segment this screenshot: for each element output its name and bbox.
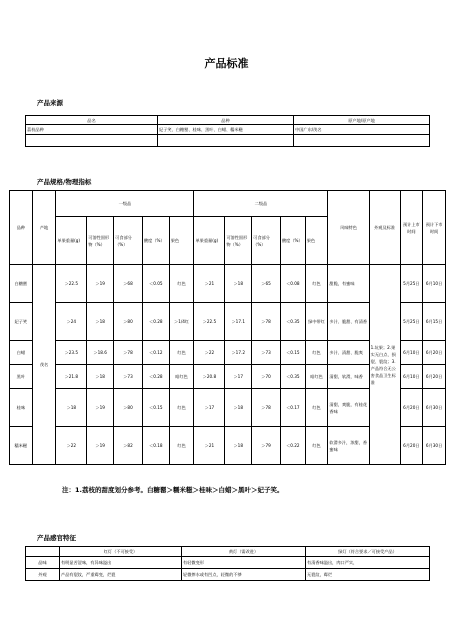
table-cell: ＞22 <box>56 427 87 465</box>
source-header-origin: 原产地/原产地 <box>294 116 430 125</box>
table-cell: ＞21 <box>194 427 225 465</box>
table-cell: 荔枝品种 <box>26 125 158 135</box>
table-cell: ＞18.6 <box>87 341 114 365</box>
table-cell: ＞79 <box>252 427 281 465</box>
table-cell: 6月20日 <box>423 341 446 365</box>
table-cell: ＞18 <box>87 365 114 389</box>
table-cell: ＜0.12 <box>142 341 169 365</box>
table-cell: 红色 <box>305 341 328 365</box>
source-table <box>25 115 430 147</box>
spec-sub-solids: 可溶性固形物（%） <box>87 217 114 265</box>
table-cell: ＞65 <box>252 265 281 303</box>
spec-sub-edible: 可食部分（%） <box>252 217 281 265</box>
table-cell <box>294 135 430 147</box>
table-cell: ＞24 <box>56 303 87 341</box>
table-cell: 6月10日 <box>400 365 423 389</box>
table-cell: 红色 <box>169 265 194 303</box>
row-name: 白蜡 <box>10 341 33 365</box>
table-cell <box>26 135 158 147</box>
table-cell: 妃子笑、白糖罂、桂味、黑叶、白蜡、糯米糍 <box>158 125 294 135</box>
table-cell: 有轻微变形 <box>182 557 306 569</box>
sensory-header-yellow: 黄灯（需改进） <box>182 547 306 557</box>
row-name: 糯米糍 <box>10 427 33 465</box>
table-cell: ＜0.28 <box>142 303 169 341</box>
table-cell: ＞22 <box>194 341 225 365</box>
table-cell: ＞18 <box>87 303 114 341</box>
table-cell: ＞18 <box>225 427 252 465</box>
source-header-name: 品名 <box>26 116 158 125</box>
table-cell: ＞73 <box>114 365 143 389</box>
table-cell: ＞19 <box>87 427 114 465</box>
table-cell: ＞17 <box>225 365 252 389</box>
table-cell: ＞17.1 <box>225 303 252 341</box>
table-cell: ＜0.08 <box>280 265 305 303</box>
table-cell: ＜0.17 <box>280 389 305 427</box>
row-origin: 茂名 <box>32 265 56 465</box>
spec-header-grade2: 二级品 <box>194 191 328 217</box>
sensory-heading: 产品感官特征 <box>37 534 76 542</box>
table-cell: ＞18 <box>225 389 252 427</box>
table-cell: 清甜，爽脆，有桂花香味 <box>328 389 369 427</box>
table-cell: ＞82 <box>114 427 143 465</box>
table-cell: ＜0.35 <box>280 365 305 389</box>
table-cell: ＞20.8 <box>194 365 225 389</box>
table-cell: 多汁、清甜、脆爽 <box>328 341 369 365</box>
spec-sub-weight: 单果重量(g) <box>56 217 87 265</box>
table-cell: ＜0.28 <box>142 365 169 389</box>
spec-sub-edible: 可食部分（%） <box>114 217 143 265</box>
table-cell: 6月30日 <box>423 427 446 465</box>
table-cell: 产品有裂纹，严重霉变，烂裂 <box>60 569 182 581</box>
source-header-variety: 品种 <box>158 116 294 125</box>
spec-sub-color: 果色 <box>305 217 328 265</box>
table-cell: 清甜，软滑，味香 <box>328 365 369 389</box>
spec-heading: 产品规格/物理指标 <box>37 178 92 186</box>
table-cell: 6月20日 <box>423 365 446 389</box>
table-cell: ＞80 <box>114 389 143 427</box>
table-cell: 6月20日 <box>400 389 423 427</box>
table-cell: ＞1/4红 <box>169 303 194 341</box>
row-name: 桂味 <box>10 389 33 427</box>
table-cell: ＞80 <box>114 303 143 341</box>
table-cell: ＞70 <box>252 365 281 389</box>
spec-header-origin: 产地 <box>32 191 56 265</box>
table-cell: 中国广东/茂名 <box>294 125 430 135</box>
table-cell: ＞21.8 <box>56 365 87 389</box>
table-cell: ＞78 <box>252 303 281 341</box>
spec-sub-weight: 单果重量(g) <box>194 217 225 265</box>
table-cell: ＞22.5 <box>194 303 225 341</box>
table-cell: 甜脆，有蜜味 <box>328 265 369 303</box>
table-cell: ＜0.35 <box>280 303 305 341</box>
table-cell <box>158 135 294 147</box>
table-cell: 有明显苦涩味，有异味溢出 <box>60 557 182 569</box>
table-cell: 软滑多汁，浓甜，香蜜味 <box>328 427 369 465</box>
table-cell: 红色 <box>305 389 328 427</box>
spec-sub-color: 果色 <box>169 217 194 265</box>
table-cell: ＞78 <box>114 341 143 365</box>
page-title: 产品标准 <box>204 57 249 70</box>
spec-sub-acidity: 酸度（%） <box>280 217 305 265</box>
table-cell: 红色 <box>169 389 194 427</box>
table-cell: 暗红色 <box>305 365 328 389</box>
table-cell: 无裂纹，霉烂 <box>306 569 430 581</box>
sensory-header-red: 红灯（不可接受） <box>60 547 182 557</box>
note-text: 注：1.荔枝的甜度划分参考。白糖罂＞糯米糍＞桂味＞白蜡＞黑叶＞妃子笑。 <box>62 486 284 494</box>
table-cell: 5月25日 <box>400 303 423 341</box>
spec-header-shape: 外观及标准 <box>369 191 400 265</box>
table-cell: ＞17.2 <box>225 341 252 365</box>
table-cell: ＞19 <box>87 389 114 427</box>
spec-header-grade1: 一级品 <box>56 191 194 217</box>
table-cell: ＞78 <box>252 389 281 427</box>
table-cell: ＞22.5 <box>56 265 87 303</box>
table-cell: ＞18 <box>56 389 87 427</box>
table-cell: 红色 <box>305 265 328 303</box>
sensory-table <box>25 546 430 581</box>
table-cell: ＜0.05 <box>142 265 169 303</box>
sensory-header-green: 绿灯（符合要求／可接受产品） <box>306 547 430 557</box>
table-cell: ＜0.22 <box>280 427 305 465</box>
spec-header-flavor: 风味特色 <box>328 191 369 265</box>
table-cell: 红色 <box>305 427 328 465</box>
table-cell: 暗红色 <box>169 365 194 389</box>
spec-header-variety: 品种 <box>10 191 33 265</box>
table-cell: 6月10日 <box>423 265 446 303</box>
row-name: 白糖罂 <box>10 265 33 303</box>
spec-sub-acidity: 酸度（%） <box>142 217 169 265</box>
table-cell: 绿中带红 <box>305 303 328 341</box>
table-cell: ＜0.15 <box>280 341 305 365</box>
table-cell: 品味 <box>26 557 60 569</box>
table-cell: 有清香味溢出，肉口严实， <box>306 557 430 569</box>
table-cell: ＜0.18 <box>142 427 169 465</box>
shape-standard: 1.坑果；2.果实无白点、损裂、裂纹；3.产品符合无公害食品卫生标准 <box>369 265 400 465</box>
spec-table <box>9 190 446 465</box>
table-cell: ＞18 <box>225 265 252 303</box>
table-cell: 6月15日 <box>423 303 446 341</box>
spec-header-end: 预计下市时间 <box>423 191 446 265</box>
table-cell: 6月10日 <box>400 341 423 365</box>
table-cell: ＜0.15 <box>142 389 169 427</box>
spec-sub-solids: 可溶性固形物（%） <box>225 217 252 265</box>
table-cell: 5月25日 <box>400 265 423 303</box>
table-cell: ＞17 <box>194 389 225 427</box>
row-name: 妃子笑 <box>10 303 33 341</box>
table-cell: 红色 <box>169 341 194 365</box>
table-cell: 多汁、脆甜、有清香 <box>328 303 369 341</box>
table-cell: ＞73 <box>252 341 281 365</box>
table-cell: ＞23.5 <box>56 341 87 365</box>
row-name: 黑叶 <box>10 365 33 389</box>
table-cell: 红色 <box>169 427 194 465</box>
table-cell: 外观 <box>26 569 60 581</box>
sensory-header-blank <box>26 547 60 557</box>
source-heading: 产品来源 <box>37 99 63 107</box>
table-cell: 轻微摔水或有凹点，轻微的不够 <box>182 569 306 581</box>
table-cell: ＞21 <box>194 265 225 303</box>
table-cell: ＞68 <box>114 265 143 303</box>
table-cell: 6月30日 <box>423 389 446 427</box>
table-cell: 6月20日 <box>400 427 423 465</box>
spec-header-start: 预计上市时间 <box>400 191 423 265</box>
table-cell: ＞19 <box>87 265 114 303</box>
